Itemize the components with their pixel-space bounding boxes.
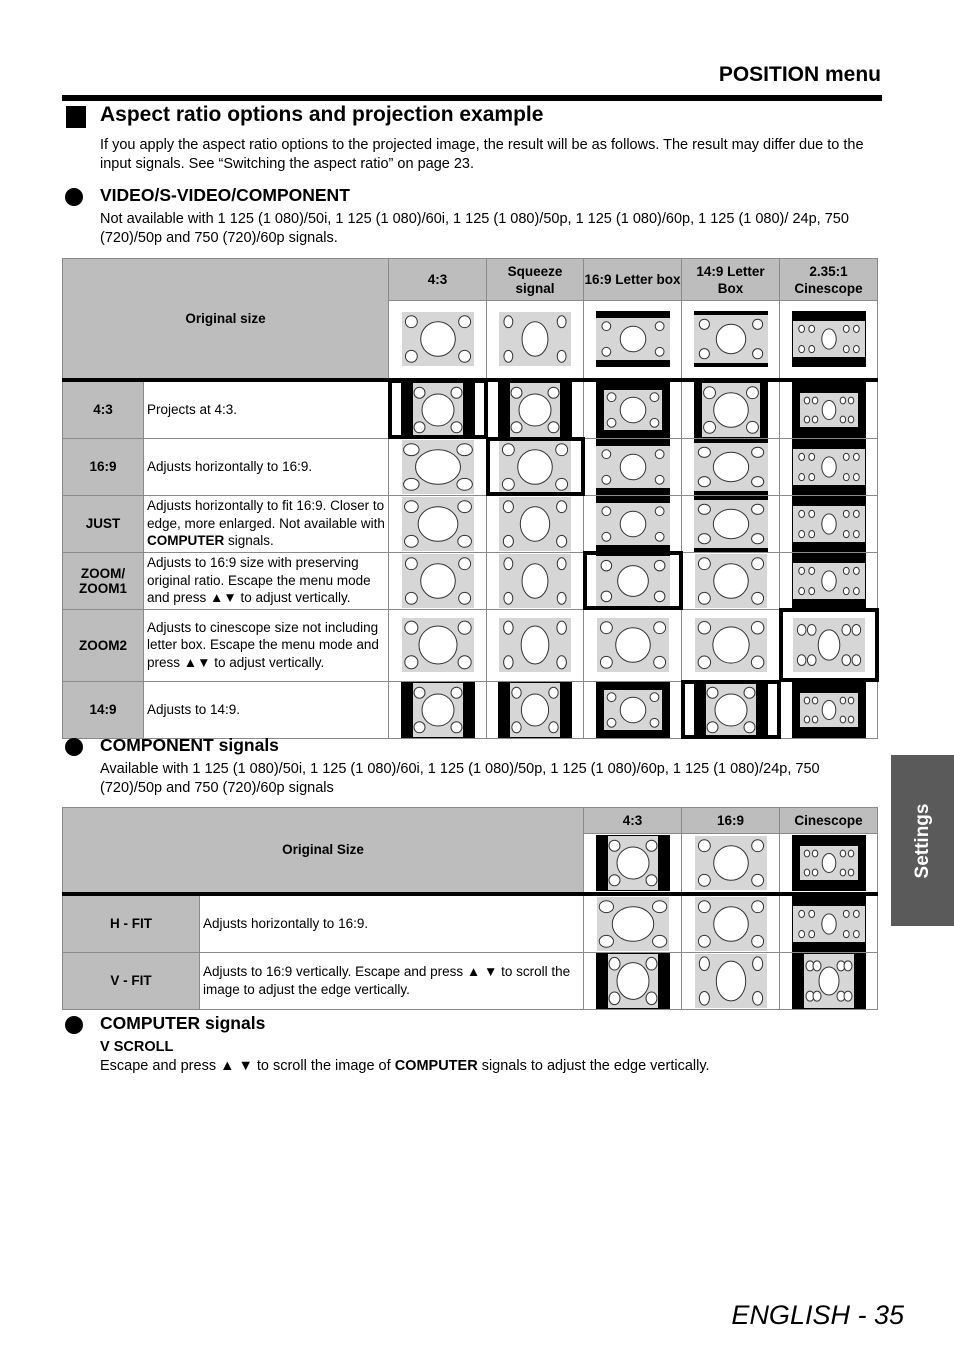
original-size-label: Original Size [63,808,584,894]
result-image [487,495,584,552]
section-title: Aspect ratio options and projection example [100,103,544,126]
result-image [584,894,682,953]
result-image [780,894,878,953]
test-pattern-thumbnail [694,682,768,738]
column-header: 4:3 [389,259,487,301]
result-image [780,681,878,738]
test-pattern-thumbnail [401,311,475,367]
test-pattern-thumbnail [792,553,866,609]
result-image [389,552,487,609]
test-pattern-thumbnail [792,382,866,438]
column-header: Squeeze signal [487,259,584,301]
test-pattern-thumbnail [694,953,768,1009]
column-header: 2.35:1 Cinescope [780,259,878,301]
test-pattern-thumbnail [792,617,866,673]
result-image [487,609,584,681]
section-marker-icon [66,106,86,128]
test-pattern-thumbnail [596,311,670,367]
result-image [584,495,682,552]
result-image [780,495,878,552]
original-image [389,301,487,380]
test-pattern-thumbnail [792,496,866,552]
mode-label: 14:9 [63,681,144,738]
mode-description: Adjusts horizontally to 16:9. [144,438,389,495]
component-heading: COMPONENT signals [100,735,279,755]
header-rule [62,95,882,101]
test-pattern-thumbnail [401,617,475,673]
test-pattern-thumbnail [792,311,866,367]
page-section-title: POSITION menu [718,63,881,86]
result-image [487,438,584,495]
original-size-label: Original size [63,259,389,380]
bullet-icon [65,188,83,206]
result-image [584,438,682,495]
original-image [487,301,584,380]
column-header: 16:9 Letter box [584,259,682,301]
result-image [584,681,682,738]
test-pattern-thumbnail [694,439,768,495]
result-image [584,609,682,681]
test-pattern-thumbnail [792,953,866,1009]
result-image [780,952,878,1009]
test-pattern-thumbnail [694,311,768,367]
test-pattern-thumbnail [596,896,670,952]
test-pattern-thumbnail [596,553,670,609]
test-pattern-thumbnail [401,496,475,552]
test-pattern-thumbnail [401,682,475,738]
result-image [682,681,780,738]
result-image [780,552,878,609]
result-image [682,609,780,681]
test-pattern-thumbnail [401,439,475,495]
result-image [682,438,780,495]
page-footer: ENGLISH - 35 [731,1300,904,1330]
mode-label: ZOOM/ ZOOM1 [63,552,144,609]
test-pattern-thumbnail [498,682,572,738]
test-pattern-thumbnail [792,896,866,952]
test-pattern-thumbnail [694,617,768,673]
test-pattern-thumbnail [792,682,866,738]
mode-description: Adjusts to 16:9 size with preserving original ratio. Escape the menu mode and press ▲▼ to adjust vertically. [144,552,389,609]
test-pattern-thumbnail [498,617,572,673]
component-aspect-table [62,807,878,1010]
result-image [389,380,487,439]
original-image [682,834,780,894]
mode-label: H - FIT [63,894,200,953]
mode-label: V - FIT [63,952,200,1009]
original-image [584,301,682,380]
test-pattern-thumbnail [694,496,768,552]
test-pattern-thumbnail [498,496,572,552]
test-pattern-thumbnail [401,382,475,438]
test-pattern-thumbnail [596,682,670,738]
mode-description: Adjusts to 16:9 vertically. Escape and press ▲ ▼ to scroll the image to adjust the edge vertically. [200,952,584,1009]
mode-label: ZOOM2 [63,609,144,681]
test-pattern-thumbnail [596,953,670,1009]
result-image [389,495,487,552]
result-image [682,380,780,439]
test-pattern-thumbnail [694,896,768,952]
test-pattern-thumbnail [498,439,572,495]
result-image [780,380,878,439]
mode-description: Adjusts horizontally to 16:9. [200,894,584,953]
test-pattern-thumbnail [498,311,572,367]
result-image [682,552,780,609]
result-image [780,438,878,495]
section-intro: If you apply the aspect ratio options to the projected image, the result will be as follows. The result may differ due to the input signals. See “Switching the aspect ratio” on page 23. [100,137,864,172]
v-scroll-label: V SCROLL [100,1039,174,1055]
column-header: 4:3 [584,808,682,834]
result-image [682,952,780,1009]
result-image [584,552,682,609]
bullet-icon [65,1016,83,1034]
mode-description: Adjusts to 14:9. [144,681,389,738]
mode-description: Projects at 4:3. [144,380,389,439]
result-image [682,894,780,953]
test-pattern-thumbnail [792,439,866,495]
mode-label: 16:9 [63,438,144,495]
column-header: Cinescope [780,808,878,834]
result-image [389,438,487,495]
test-pattern-thumbnail [792,835,866,891]
component-note: Available with 1 125 (1 080)/50i, 1 125 (1 080)/60i, 1 125 (1 080)/50p, 1 125 (1 080)/60p, 1 125 (1 080)/24p, 750 (720)/50p and 750 (720)/60p signals [100,761,820,796]
result-image [584,380,682,439]
mode-label: 4:3 [63,380,144,439]
column-header: 16:9 [682,808,780,834]
test-pattern-thumbnail [401,553,475,609]
computer-heading: COMPUTER signals [100,1013,266,1033]
mode-description: Adjusts horizontally to fit 16:9. Closer to edge, more enlarged. Not available with COMPUTER signals. [144,495,389,552]
test-pattern-thumbnail [694,835,768,891]
test-pattern-thumbnail [498,382,572,438]
test-pattern-thumbnail [694,553,768,609]
bullet-icon [65,738,83,756]
result-image [389,609,487,681]
video-aspect-table [62,258,878,739]
result-image [487,380,584,439]
result-image [682,495,780,552]
column-header: 14:9 Letter Box [682,259,780,301]
test-pattern-thumbnail [694,382,768,438]
result-image [389,681,487,738]
mode-label: JUST [63,495,144,552]
original-image [780,834,878,894]
original-image [584,834,682,894]
test-pattern-thumbnail [596,439,670,495]
test-pattern-thumbnail [596,835,670,891]
settings-side-tab [891,755,954,926]
side-tab-label: Settings [911,803,933,878]
result-image [487,552,584,609]
test-pattern-thumbnail [596,496,670,552]
video-heading: VIDEO/S-VIDEO/COMPONENT [100,185,350,205]
original-image [780,301,878,380]
result-image [584,952,682,1009]
computer-text: Escape and press ▲ ▼ to scroll the image of COMPUTER signals to adjust the edge vertically. [100,1058,710,1074]
test-pattern-thumbnail [596,382,670,438]
video-note: Not available with 1 125 (1 080)/50i, 1 125 (1 080)/60i, 1 125 (1 080)/50p, 1 125 (1 080)/60p, 1 125 (1 080)/ 24p, 750 (720)/50p and 750 (720)/60p signals. [100,211,849,246]
original-image [682,301,780,380]
test-pattern-thumbnail [498,553,572,609]
result-image [780,609,878,681]
result-image [487,681,584,738]
mode-description: Adjusts to cinescope size not including letter box. Escape the menu mode and press ▲▼ to adjust vertically. [144,609,389,681]
test-pattern-thumbnail [596,617,670,673]
